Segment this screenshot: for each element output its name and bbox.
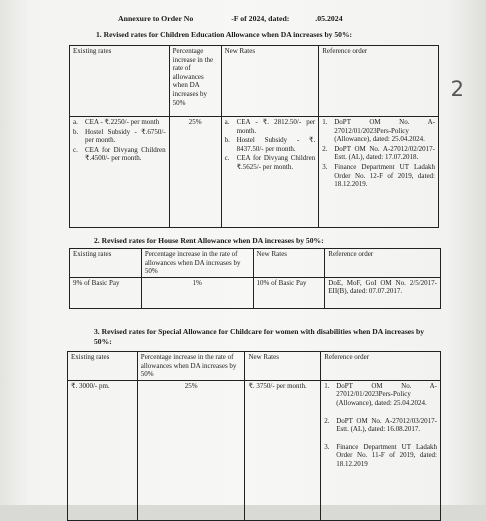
s1-header-percentage: Percentage increase in the rate of allowances when DA increases by 50% — [169, 46, 221, 117]
s3-header-reference: Reference order — [321, 352, 441, 381]
s3-reference-cell — [321, 380, 441, 520]
s1-existing-item — [73, 128, 166, 145]
s1-reference-item-marker: 3. — [322, 162, 328, 171]
s1-reference-item-text: DoPT OM No. A-27012/02/2017-Estt. (AL), dated: 17.07.2018. — [334, 144, 435, 162]
s2-percentage: 1% — [141, 277, 253, 308]
s1-reference-list — [322, 118, 435, 189]
s1-existing-item-text: Hostel Subsidy - ₹.6750/- per month. — [85, 127, 166, 145]
s1-percentage: 25% — [169, 117, 221, 228]
annexure-label: Annexure to Order No — [118, 14, 194, 23]
s3-header-existing: Existing rates — [68, 352, 138, 381]
s1-reference-item-text: DoPT OM No. A-27012/01/2023Pers-Policy (Allowance), dated: 25.04.2024. — [334, 118, 435, 144]
s1-reference-item-marker: 2. — [322, 144, 328, 153]
s1-header-reference: Reference order — [319, 46, 439, 117]
s3-header-new: New Rates — [245, 352, 321, 381]
s1-reference-item — [322, 118, 435, 144]
s2-header-existing: Existing rates — [70, 249, 142, 278]
s1-new-item-text: Hostel Subsidy - ₹. 8437.50/- per month. — [236, 136, 316, 153]
s1-reference-item-marker: 1. — [322, 118, 328, 126]
s1-reference-item — [322, 145, 435, 162]
s3-reference-item-text: Finance Department UT Ladakh Order No. 11-F of 2019, dated: 18.12.2019 — [336, 442, 437, 468]
s1-new-cell — [221, 117, 319, 228]
s1-header-new: New Rates — [221, 46, 319, 117]
order-date: .05.2024 — [315, 14, 343, 23]
section1-title: 1. Revised rates for Children Education Allowance when DA increases by 50%: — [96, 30, 353, 39]
annexure-header — [118, 14, 343, 23]
s1-reference-item — [322, 163, 435, 189]
s1-new-item-marker: a. — [224, 118, 230, 126]
section3-table — [67, 351, 441, 521]
s3-reference-item-text: DoPT OM No. A-27012/01/2023Pers-Policy (Allowance), dated: 25.04.2024. — [336, 381, 437, 407]
s3-reference-item — [324, 443, 437, 469]
s1-existing-item — [73, 146, 166, 163]
s2-reference: DoE, MoF, GoI OM No. 2/5/2017-EII(B), dated: 07.07.2017. — [325, 277, 441, 308]
section3-title: 3. Revised rates for Special Allowance for Childcare for women with disabilities when DA increases by 50%: — [94, 327, 425, 346]
s1-existing-item-text: CEA for Divyang Children ₹.4500/- per month. — [85, 145, 166, 163]
section2-title: 2. Revised rates for House Rent Allowance when DA increases by 50%: — [94, 236, 324, 245]
s3-percentage: 25% — [137, 380, 245, 520]
s1-new-item — [225, 118, 316, 135]
s2-header-reference: Reference order — [325, 249, 441, 278]
order-suffix: -F of 2024, dated: — [231, 14, 290, 23]
s3-header-percentage: Percentage increase in the rate of allowances when DA increases by 50% — [137, 352, 245, 381]
page-number: 2 — [450, 77, 464, 101]
section2-table — [69, 248, 441, 309]
s1-new-item-text: CEA - ₹. 2812.50/- per month. — [236, 118, 316, 135]
section1-table — [69, 45, 439, 228]
s1-existing-item — [73, 118, 166, 127]
s3-reference-item-text: DoPT OM No. A-27012/03/2017-Estt. (AL), dated: 16.08.2017. — [336, 416, 437, 434]
s1-existing-item-text: CEA - ₹.2250/- per month — [85, 118, 160, 126]
s1-existing-item-marker: b. — [73, 127, 79, 136]
s2-new: 10% of Basic Pay — [253, 277, 325, 308]
s1-existing-cell — [70, 117, 170, 228]
s1-new-item-marker: c. — [224, 154, 230, 163]
s3-reference-item-marker: 1. — [324, 381, 330, 390]
s1-existing-item-marker: c. — [73, 145, 78, 154]
s1-header-existing: Existing rates — [70, 46, 170, 117]
s1-existing-item-marker: a. — [73, 118, 78, 126]
s1-new-item-marker: b. — [224, 136, 230, 145]
s3-reference-item — [324, 382, 437, 408]
s2-existing: 9% of Basic Pay — [70, 277, 142, 308]
s1-new-item — [225, 154, 316, 171]
s1-existing-list — [73, 118, 166, 163]
s3-reference-item — [324, 417, 437, 434]
s2-header-percentage: Percentage increase in the rate of allowances when DA increases by 50% — [141, 249, 253, 278]
s3-reference-list — [324, 382, 437, 469]
s3-reference-item-marker: 3. — [324, 442, 330, 451]
s3-existing: ₹. 3000/- pm. — [68, 380, 138, 520]
s1-reference-item-text: Finance Department UT Ladakh Order No. 12-F of 2019, dated: 18.12.2019. — [334, 162, 435, 189]
s1-new-list — [225, 118, 316, 172]
s3-reference-item-marker: 2. — [324, 416, 330, 425]
s3-new: ₹. 3750/- per month. — [245, 380, 321, 520]
s1-new-item — [225, 136, 316, 153]
s1-new-item-text: CEA for Divyang Children ₹.5625/- per month. — [236, 154, 316, 171]
s2-header-new: New Rates — [253, 249, 325, 278]
s1-reference-cell — [319, 117, 439, 228]
